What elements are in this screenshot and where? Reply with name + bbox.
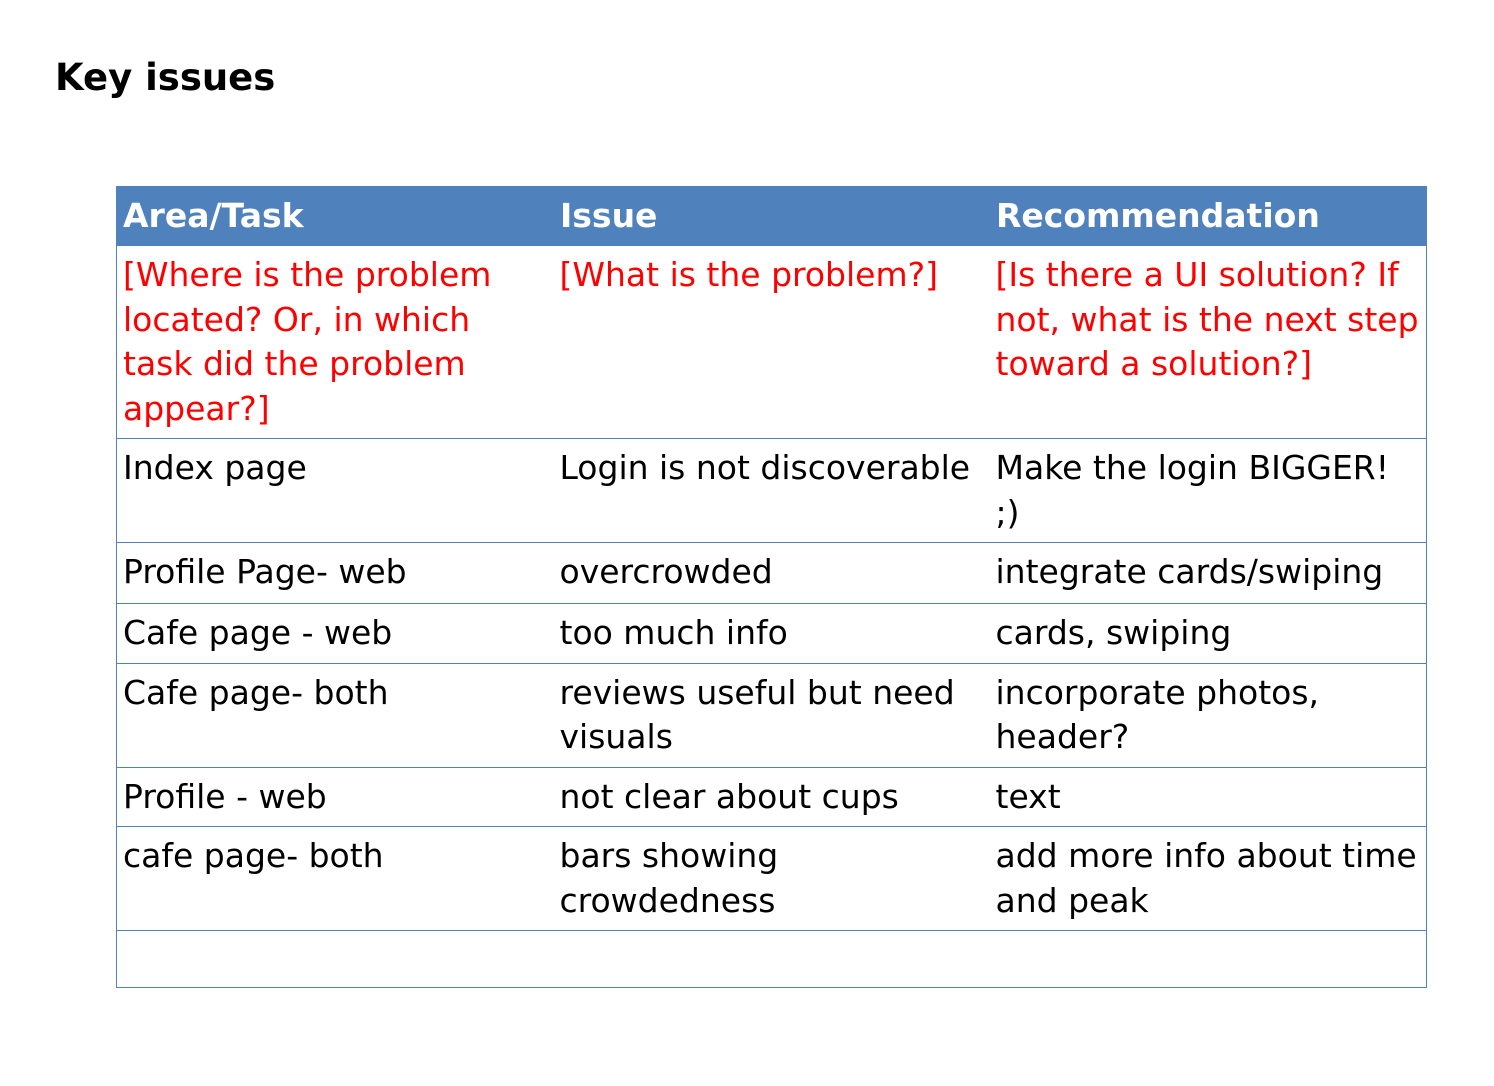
cell-issue: bars showing crowdedness [554, 827, 990, 931]
cell-area-empty [117, 931, 554, 988]
cell-recommendation: Make the login BIGGER! ;) [990, 439, 1427, 543]
cell-recommendation: incorporate photos, header? [990, 663, 1427, 767]
cell-recommendation: add more info about time and peak [990, 827, 1427, 931]
table-header-row [117, 187, 1427, 246]
cell-issue: reviews useful but need visuals [554, 663, 990, 767]
column-header-issue: Issue [554, 187, 990, 246]
table-row [117, 604, 1427, 664]
table-row [117, 827, 1427, 931]
table-row [117, 439, 1427, 543]
table-row-placeholder [117, 246, 1427, 439]
page-title: Key issues [55, 56, 276, 99]
cell-recommendation: cards, swiping [990, 604, 1427, 664]
table-row-empty [117, 931, 1427, 988]
column-header-area-task: Area/Task [117, 187, 554, 246]
cell-area-placeholder: [Where is the problem located? Or, in which task did the problem appear?] [117, 246, 554, 439]
cell-recommendation-empty [990, 931, 1427, 988]
cell-issue: too much info [554, 604, 990, 664]
cell-recommendation-placeholder: [Is there a UI solution? If not, what is the next step toward a solution?] [990, 246, 1427, 439]
cell-area: Profile Page- web [117, 543, 554, 604]
cell-area: Cafe page- both [117, 663, 554, 767]
cell-issue: Login is not discoverable [554, 439, 990, 543]
cell-issue: overcrowded [554, 543, 990, 604]
cell-recommendation: text [990, 767, 1427, 827]
cell-issue-placeholder: [What is the problem?] [554, 246, 990, 439]
column-header-recommendation: Recommendation [990, 187, 1427, 246]
cell-area: Profile - web [117, 767, 554, 827]
cell-recommendation: integrate cards/swiping [990, 543, 1427, 604]
table-row [117, 663, 1427, 767]
cell-area: cafe page- both [117, 827, 554, 931]
table-row [117, 767, 1427, 827]
cell-area: Cafe page - web [117, 604, 554, 664]
cell-issue-empty [554, 931, 990, 988]
cell-area: Index page [117, 439, 554, 543]
table-row [117, 543, 1427, 604]
cell-issue: not clear about cups [554, 767, 990, 827]
key-issues-table [116, 186, 1427, 988]
